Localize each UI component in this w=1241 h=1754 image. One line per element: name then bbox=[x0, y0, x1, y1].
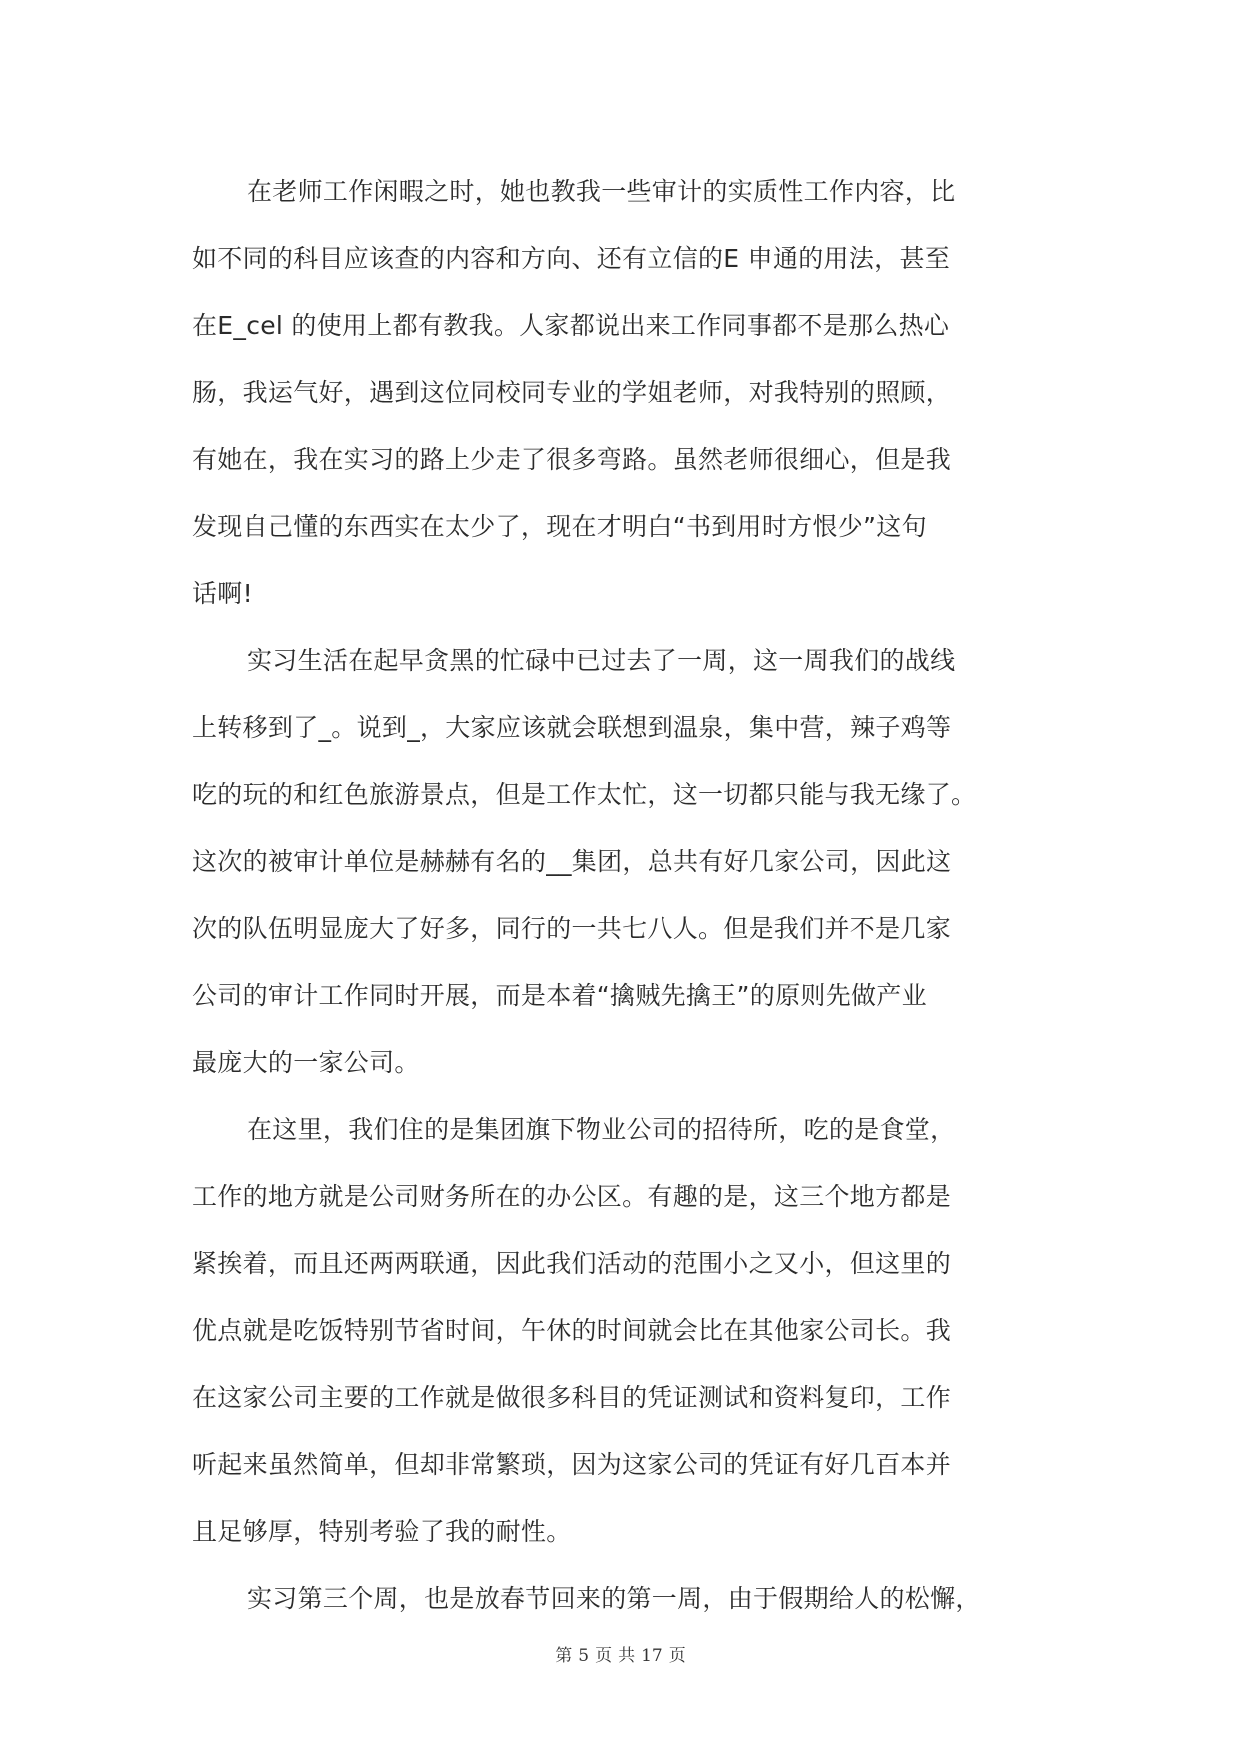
text-line: 紧挨着，而且还两两联通，因此我们活动的范围小之又小，但这里的 bbox=[192, 1249, 952, 1278]
text-line: 在老师工作闲暇之时，她也教我一些审计的实质性工作内容，比 bbox=[247, 177, 956, 206]
text-line: 如不同的科目应该查的内容和方向、还有立信的E 申通的用法，甚至 bbox=[192, 244, 951, 273]
page-footer bbox=[0, 1641, 1241, 1666]
text-line: 发现自己懂的东西实在太少了，现在才明白“书到用时方恨少”这句 bbox=[192, 512, 927, 541]
text-line: 这次的被审计单位是赫赫有名的__集团，总共有好几家公司，因此这 bbox=[192, 847, 952, 876]
text-line: 公司的审计工作同时开展，而是本着“擒贼先擒王”的原则先做产业 bbox=[192, 981, 927, 1010]
document-body bbox=[192, 158, 1052, 1632]
footer-label-ye2: 页 bbox=[668, 1646, 686, 1666]
footer-page-number: 5 bbox=[578, 1646, 590, 1666]
text-line: 最庞大的一家公司。 bbox=[192, 1048, 420, 1077]
text-line: 优点就是吃饭特别节省时间，午休的时间就会比在其他家公司长。我 bbox=[192, 1316, 952, 1345]
text-line: 实习生活在起早贪黑的忙碌中已过去了一周，这一周我们的战线 bbox=[247, 646, 956, 675]
text-line: 在E_cel 的使用上都有教我。人家都说出来工作同事都不是那么热心 bbox=[192, 311, 950, 340]
text-line: 听起来虽然简单，但却非常繁琐，因为这家公司的凭证有好几百本并 bbox=[192, 1450, 952, 1479]
text-line: 且足够厚，特别考验了我的耐性。 bbox=[192, 1517, 572, 1546]
text-line: 吃的玩的和红色旅游景点，但是工作太忙，这一切都只能与我无缘了。 bbox=[192, 780, 977, 809]
text-line: 在这里，我们住的是集团旗下物业公司的招待所，吃的是食堂， bbox=[247, 1115, 956, 1144]
footer-label-total: 共 bbox=[618, 1646, 636, 1666]
text-line: 实习第三个周，也是放春节回来的第一周，由于假期给人的松懈， bbox=[247, 1584, 981, 1613]
text-line: 上转移到了_。说到_，大家应该就会联想到温泉，集中营，辣子鸡等 bbox=[192, 713, 952, 742]
text-line: 在这家公司主要的工作就是做很多科目的凭证测试和资料复印，工作 bbox=[192, 1383, 952, 1412]
text-line: 次的队伍明显庞大了好多，同行的一共七八人。但是我们并不是几家 bbox=[192, 914, 952, 943]
footer-total-pages: 17 bbox=[641, 1646, 663, 1666]
text-line: 肠，我运气好，遇到这位同校同专业的学姐老师，对我特别的照顾， bbox=[192, 378, 952, 407]
text-line: 工作的地方就是公司财务所在的办公区。有趣的是，这三个地方都是 bbox=[192, 1182, 952, 1211]
footer-label-ye: 页 bbox=[595, 1646, 613, 1666]
text-line: 话啊! bbox=[192, 579, 253, 608]
footer-label-page: 第 bbox=[555, 1646, 573, 1666]
text-line: 有她在，我在实习的路上少走了很多弯路。虽然老师很细心，但是我 bbox=[192, 445, 952, 474]
